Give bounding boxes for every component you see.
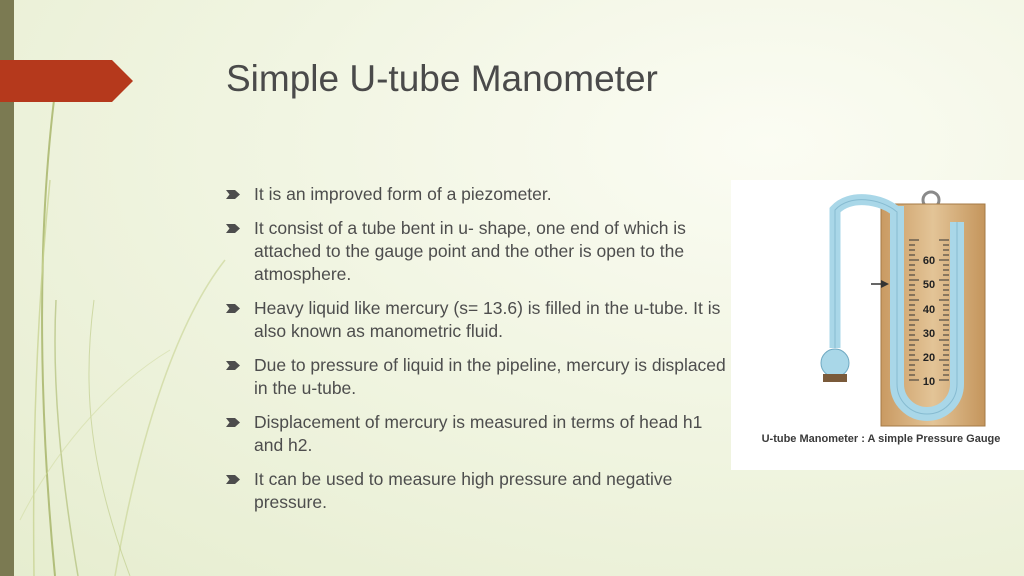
bullet-text: It is an improved form of a piezometer. xyxy=(254,184,552,204)
bullet-item xyxy=(226,217,726,286)
pressure-bulb xyxy=(821,349,849,377)
bullet-text: Heavy liquid like mercury (s= 13.6) is filled in the u-tube. It is also known as manometric fluid. xyxy=(254,298,721,341)
bullet-text: Displacement of mercury is measured in terms of head h1 and h2. xyxy=(254,412,703,455)
slide-title: Simple U-tube Manometer xyxy=(226,58,658,99)
arrow-bullet-icon xyxy=(226,190,240,199)
figure-caption: U-tube Manometer : A simple Pressure Gauge xyxy=(761,433,1001,445)
arrow-bullet-icon xyxy=(226,361,240,370)
bullet-text: It can be used to measure high pressure and negative pressure. xyxy=(254,469,673,512)
scale-label: 20 xyxy=(922,352,936,364)
arrow-bullet-icon xyxy=(226,418,240,427)
bullet-list xyxy=(226,183,726,525)
manometer-illustration xyxy=(731,180,1024,430)
bullet-item xyxy=(226,411,726,457)
scale-label: 50 xyxy=(922,279,936,291)
arrow-bullet-icon xyxy=(226,224,240,233)
scale-label: 30 xyxy=(922,328,936,340)
bulb-base xyxy=(823,374,847,382)
bullet-item xyxy=(226,297,726,343)
title-accent-tab xyxy=(0,60,133,102)
bullet-text: Due to pressure of liquid in the pipeline, mercury is displaced in the u-tube. xyxy=(254,355,726,398)
arrow-bullet-icon xyxy=(226,475,240,484)
arrow-bullet-icon xyxy=(226,304,240,313)
bullet-item xyxy=(226,183,726,206)
bullet-item xyxy=(226,468,726,514)
scale-label: 10 xyxy=(922,376,936,388)
scale-label: 60 xyxy=(922,255,936,267)
manometer-figure xyxy=(731,180,1024,470)
scale-label: 40 xyxy=(922,304,936,316)
bullet-text: It consist of a tube bent in u- shape, one end of which is attached to the gauge point and the other is open to the atmosphere. xyxy=(254,218,686,284)
bullet-item xyxy=(226,354,726,400)
